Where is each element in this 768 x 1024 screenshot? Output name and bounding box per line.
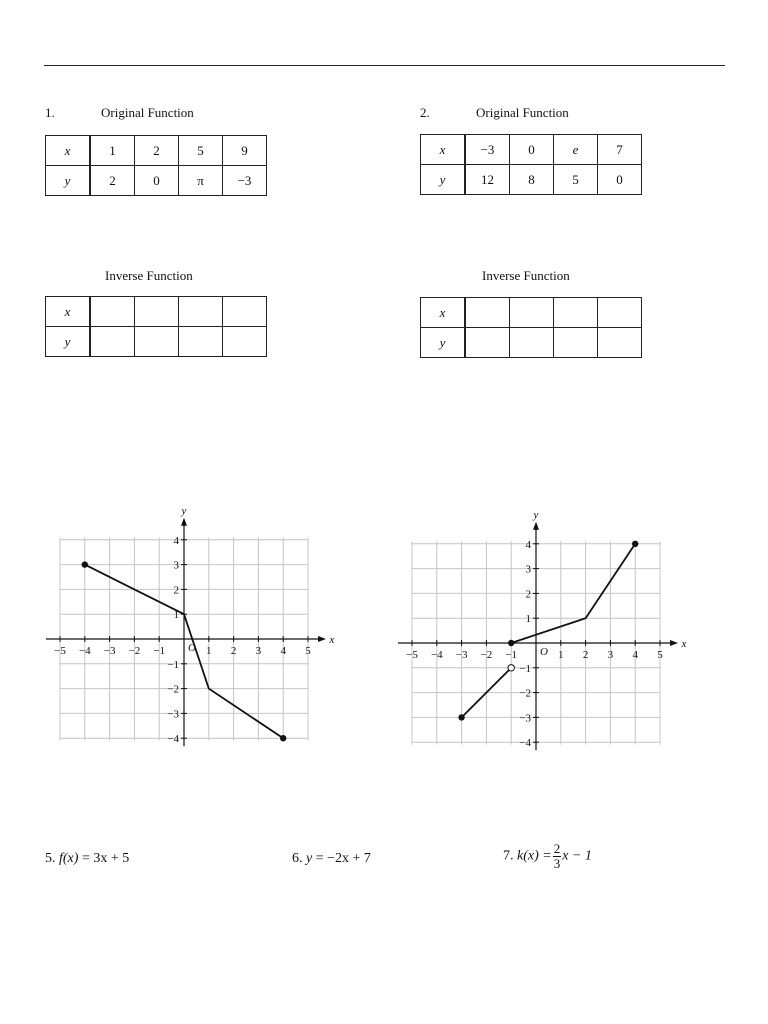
problem-6-lhs: y xyxy=(306,851,313,866)
x-tick-label: 4 xyxy=(632,649,638,661)
table-cell: 5 xyxy=(554,165,598,195)
x-tick-label: 1 xyxy=(558,649,564,661)
table-row-x xyxy=(421,298,642,328)
origin-label: O xyxy=(540,646,548,658)
x-tick-label: 2 xyxy=(230,645,237,657)
row-label-x: x xyxy=(421,298,466,328)
graph-3 xyxy=(40,508,340,758)
y-tick-label: 1 xyxy=(525,613,531,626)
x-tick-label: 3 xyxy=(607,649,614,661)
x-tick-label: 5 xyxy=(305,645,311,657)
table-cell: 5 xyxy=(179,136,223,166)
problem-5-lhs: f(x) xyxy=(59,851,79,866)
x-axis-label: x xyxy=(329,634,335,646)
blank-cell[interactable] xyxy=(510,328,554,358)
y-tick-label: −2 xyxy=(519,687,531,700)
table-cell: 0 xyxy=(135,166,179,196)
table-cell: 0 xyxy=(598,165,642,195)
table-cell: 8 xyxy=(510,165,554,195)
x-tick-label: −1 xyxy=(153,645,166,657)
x-tick-label: −3 xyxy=(455,649,468,661)
table-cell: −3 xyxy=(223,166,267,196)
problem-2-number: 2. xyxy=(420,105,430,120)
closed-point xyxy=(82,561,88,567)
x-tick-label: −3 xyxy=(103,645,116,657)
y-tick-label: −4 xyxy=(167,733,179,746)
closed-point xyxy=(508,640,514,646)
problem-7-fraction xyxy=(553,842,562,871)
y-axis-arrow xyxy=(181,518,187,526)
blank-cell[interactable] xyxy=(554,298,598,328)
y-tick-label: −4 xyxy=(519,737,531,750)
row-label-y: y xyxy=(46,327,91,357)
closed-point xyxy=(458,714,464,720)
blank-cell[interactable] xyxy=(135,297,179,327)
y-tick-label: 3 xyxy=(173,559,179,572)
problem-7-number: 7. xyxy=(503,848,514,864)
y-tick-label: −3 xyxy=(519,712,531,725)
x-tick-label: −2 xyxy=(128,645,141,657)
problem-5-rhs: = 3x + 5 xyxy=(81,851,130,866)
x-tick-label: −1 xyxy=(505,649,518,661)
x-axis-label: x xyxy=(681,638,687,650)
blank-cell[interactable] xyxy=(465,298,510,328)
x-tick-label: −4 xyxy=(78,645,91,657)
table-row-x xyxy=(46,136,267,166)
table-cell: 2 xyxy=(90,166,135,196)
problem-1-original-title: Original Function xyxy=(101,105,194,120)
table-row-y xyxy=(421,328,642,358)
y-axis-arrow xyxy=(533,522,539,530)
table-cell: 9 xyxy=(223,136,267,166)
x-axis-arrow xyxy=(670,640,678,646)
blank-cell[interactable] xyxy=(510,298,554,328)
row-label-y: y xyxy=(46,166,91,196)
y-tick-label: 2 xyxy=(173,584,179,597)
x-axis-arrow xyxy=(318,636,326,642)
problem-6-rhs: = −2x + 7 xyxy=(315,851,371,866)
table-row-y xyxy=(421,165,642,195)
problem-2-inverse-table xyxy=(420,297,642,358)
problem-1-inverse-table xyxy=(45,296,267,357)
row-label-x: x xyxy=(46,297,91,327)
problem-7 xyxy=(503,842,592,871)
problem-1-inverse-title: Inverse Function xyxy=(105,268,193,283)
fraction-numerator: 2 xyxy=(553,841,561,856)
y-tick-label: 4 xyxy=(173,534,179,547)
blank-cell[interactable] xyxy=(135,327,179,357)
blank-cell[interactable] xyxy=(554,328,598,358)
y-tick-label: 3 xyxy=(525,563,531,576)
y-axis-label: y xyxy=(181,508,187,517)
row-label-x: x xyxy=(421,135,466,165)
row-label-y: y xyxy=(421,328,466,358)
y-tick-label: −3 xyxy=(167,708,179,721)
problem-7-rhs: x − 1 xyxy=(562,848,592,864)
table-cell: 7 xyxy=(598,135,642,165)
problem-1-original-table xyxy=(45,135,267,196)
problem-2-original-table xyxy=(420,134,642,195)
x-tick-label: 3 xyxy=(255,645,262,657)
table-row-x xyxy=(421,135,642,165)
table-cell: e xyxy=(554,135,598,165)
x-tick-label: 5 xyxy=(657,649,663,661)
table-cell: 1 xyxy=(90,136,135,166)
blank-cell[interactable] xyxy=(179,327,223,357)
table-cell: 12 xyxy=(465,165,510,195)
x-tick-label: −5 xyxy=(54,645,66,657)
row-label-x: x xyxy=(46,136,91,166)
table-cell: π xyxy=(179,166,223,196)
origin-label: O xyxy=(188,642,196,654)
table-row-x xyxy=(46,297,267,327)
problem-2-original-title: Original Function xyxy=(476,105,569,120)
graph-4 xyxy=(392,512,692,762)
problem-2-inverse-title: Inverse Function xyxy=(482,268,570,283)
table-cell: −3 xyxy=(465,135,510,165)
table-row-y xyxy=(46,166,267,196)
problem-7-lhs: k(x) = xyxy=(517,848,552,864)
x-tick-label: 1 xyxy=(206,645,212,657)
x-tick-label: 4 xyxy=(280,645,286,657)
x-tick-label: −4 xyxy=(430,649,443,661)
fraction-denominator: 3 xyxy=(553,856,561,871)
header-rule xyxy=(44,65,725,66)
blank-cell[interactable] xyxy=(179,297,223,327)
table-cell: 0 xyxy=(510,135,554,165)
problem-6-number: 6. xyxy=(292,851,303,866)
x-tick-label: −5 xyxy=(406,649,418,661)
open-point xyxy=(508,665,514,671)
blank-cell[interactable] xyxy=(598,298,642,328)
closed-point xyxy=(632,541,638,547)
problem-6 xyxy=(292,851,371,867)
y-tick-label: −2 xyxy=(167,683,179,696)
y-tick-label: −1 xyxy=(167,658,179,671)
problem-1-number: 1. xyxy=(45,105,55,120)
blank-cell[interactable] xyxy=(223,297,267,327)
blank-cell[interactable] xyxy=(90,327,135,357)
blank-cell[interactable] xyxy=(465,328,510,358)
y-tick-label: 4 xyxy=(525,538,531,551)
y-axis-label: y xyxy=(533,512,539,521)
y-tick-label: 2 xyxy=(525,588,531,601)
x-tick-label: 2 xyxy=(582,649,589,661)
table-row-y xyxy=(46,327,267,357)
closed-point xyxy=(280,735,286,741)
problem-5 xyxy=(45,851,129,867)
y-tick-label: 1 xyxy=(173,609,179,622)
blank-cell[interactable] xyxy=(598,328,642,358)
row-label-y: y xyxy=(421,165,466,195)
table-cell: 2 xyxy=(135,136,179,166)
blank-cell[interactable] xyxy=(223,327,267,357)
y-tick-label: −1 xyxy=(519,662,531,675)
blank-cell[interactable] xyxy=(90,297,135,327)
x-tick-label: −2 xyxy=(480,649,493,661)
problem-5-number: 5. xyxy=(45,851,56,866)
